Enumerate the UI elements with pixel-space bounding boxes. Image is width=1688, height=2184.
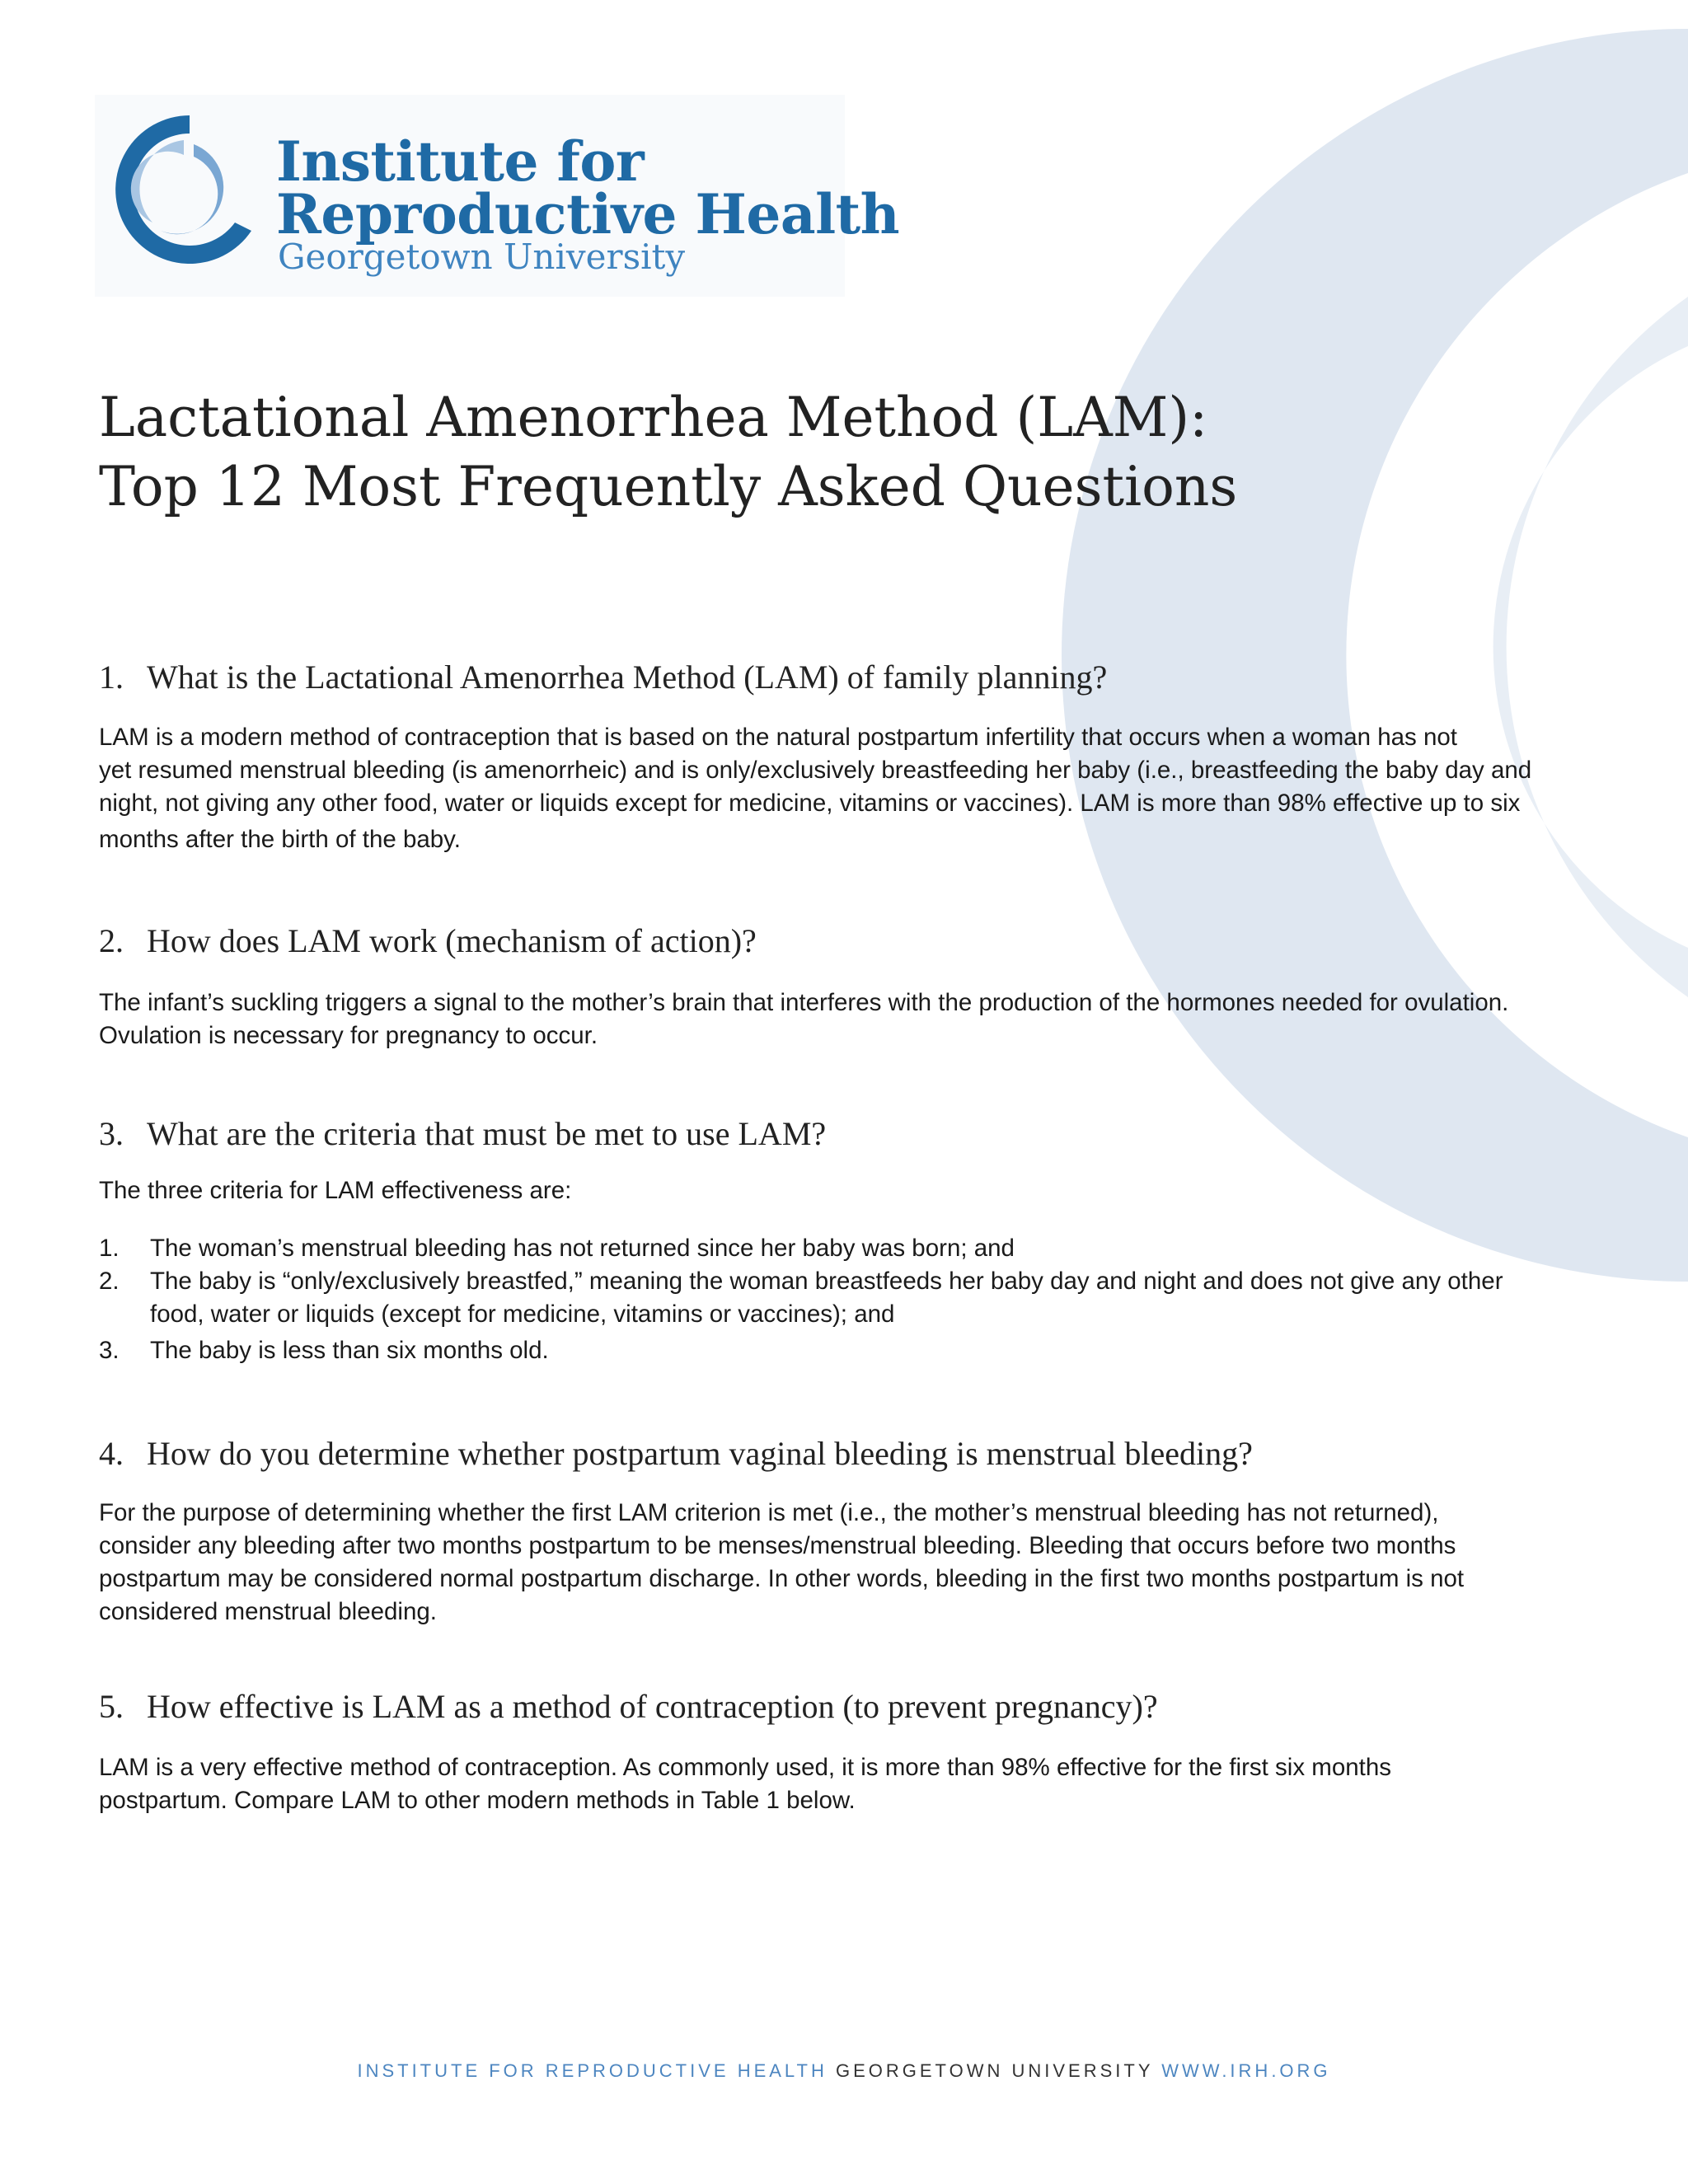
list-item-text: The woman’s menstrual bleeding has not returned since her baby was born; and	[150, 1235, 1015, 1262]
answer-line: yet resumed menstrual bleeding (is amenorrheic) and is only/exclusively breastfeeding her baby (i.e., breastfeeding the baby day and	[99, 757, 1532, 784]
answer-2	[99, 987, 1582, 1052]
question-number: 5.	[99, 1688, 124, 1725]
list-item-number: 2.	[99, 1268, 120, 1295]
question-text: What is the Lactational Amenorrhea Method (LAM) of family planning?	[147, 658, 1108, 696]
list-item-text: food, water or liquids (except for medicine, vitamins or vaccines); and	[150, 1301, 895, 1328]
answer-line: night, not giving any other food, water or liquids except for medicine, vitamins or vaccines). LAM is more than 98% effective up to six	[99, 790, 1521, 817]
title-line-2: Top 12 Most Frequently Asked Questions	[99, 455, 1238, 518]
answer-line: consider any bleeding after two months postpartum to be menses/menstrual bleeding. Bleeding that occurs before two months	[99, 1532, 1456, 1559]
question-text: How do you determine whether postpartum vaginal bleeding is menstrual bleeding?	[147, 1435, 1253, 1472]
question-1	[99, 658, 1107, 696]
question-number: 3.	[99, 1115, 124, 1152]
answer-line: considered menstrual bleeding.	[99, 1598, 437, 1625]
title-line-1: Lactational Amenorrhea Method (LAM):	[99, 386, 1208, 449]
list-item	[99, 1334, 1582, 1367]
question-2	[99, 921, 757, 960]
question-3	[99, 1114, 826, 1153]
question-number: 4.	[99, 1435, 124, 1472]
list-item-number: 3.	[99, 1337, 120, 1364]
irh-emblem-icon	[111, 107, 260, 272]
logo-text-institute: Institute for	[276, 129, 645, 194]
list-item	[99, 1265, 1582, 1331]
irh-logo	[95, 95, 900, 297]
question-text: What are the criteria that must be met to use LAM?	[147, 1115, 827, 1152]
page-title	[99, 383, 1500, 522]
question-4	[99, 1434, 1253, 1473]
page-footer	[0, 2060, 1688, 2082]
answer-line: For the purpose of determining whether the first LAM criterion is met (i.e., the mother’s menstrual bleeding has not returned),	[99, 1499, 1439, 1526]
question-text: How effective is LAM as a method of contraception (to prevent pregnancy)?	[147, 1688, 1158, 1725]
answer-line: The infant’s suckling triggers a signal to the mother’s brain that interferes with the production of the hormones needed for ovulation.	[99, 989, 1509, 1016]
criteria-intro	[99, 1174, 1582, 1207]
list-item	[99, 1232, 1582, 1265]
answer-line: postpartum. Compare LAM to other modern methods in Table 1 below.	[99, 1787, 856, 1814]
question-5	[99, 1687, 1158, 1726]
question-number: 2.	[99, 922, 124, 959]
answer-line: LAM is a modern method of contraception that is based on the natural postpartum infertility that occurs when a woman has not	[99, 724, 1457, 751]
list-item-text: The baby is “only/exclusively breastfed,” meaning the woman breastfeeds her baby day and night and does not give any other	[150, 1268, 1503, 1295]
logo-text-reproductive-health: Reproductive Health	[276, 182, 900, 246]
answer-line: LAM is a very effective method of contraception. As commonly used, it is more than 98% effective for the first six months	[99, 1754, 1392, 1781]
question-text: How does LAM work (mechanism of action)?	[147, 922, 757, 959]
criteria-list	[99, 1232, 1582, 1371]
footer-university: GEORGETOWN UNIVERSITY	[835, 2060, 1154, 2081]
list-item-text: The baby is less than six months old.	[150, 1337, 549, 1364]
answer-4	[99, 1497, 1582, 1629]
answer-5	[99, 1751, 1582, 1817]
list-item-number: 1.	[99, 1235, 120, 1262]
answer-1	[99, 721, 1582, 856]
footer-institute: INSTITUTE FOR REPRODUCTIVE HEALTH	[357, 2060, 828, 2081]
answer-line: months after the birth of the baby.	[99, 826, 461, 853]
answer-line: Ovulation is necessary for pregnancy to occur.	[99, 1022, 598, 1049]
footer-website-link[interactable]: WWW.IRH.ORG	[1161, 2060, 1331, 2081]
criteria-intro-text: The three criteria for LAM effectiveness are:	[99, 1177, 572, 1204]
question-number: 1.	[99, 658, 124, 696]
logo-text-georgetown: Georgetown University	[278, 237, 686, 277]
answer-line: postpartum may be considered normal postpartum discharge. In other words, bleeding in the first two months postpartum is not	[99, 1565, 1465, 1592]
